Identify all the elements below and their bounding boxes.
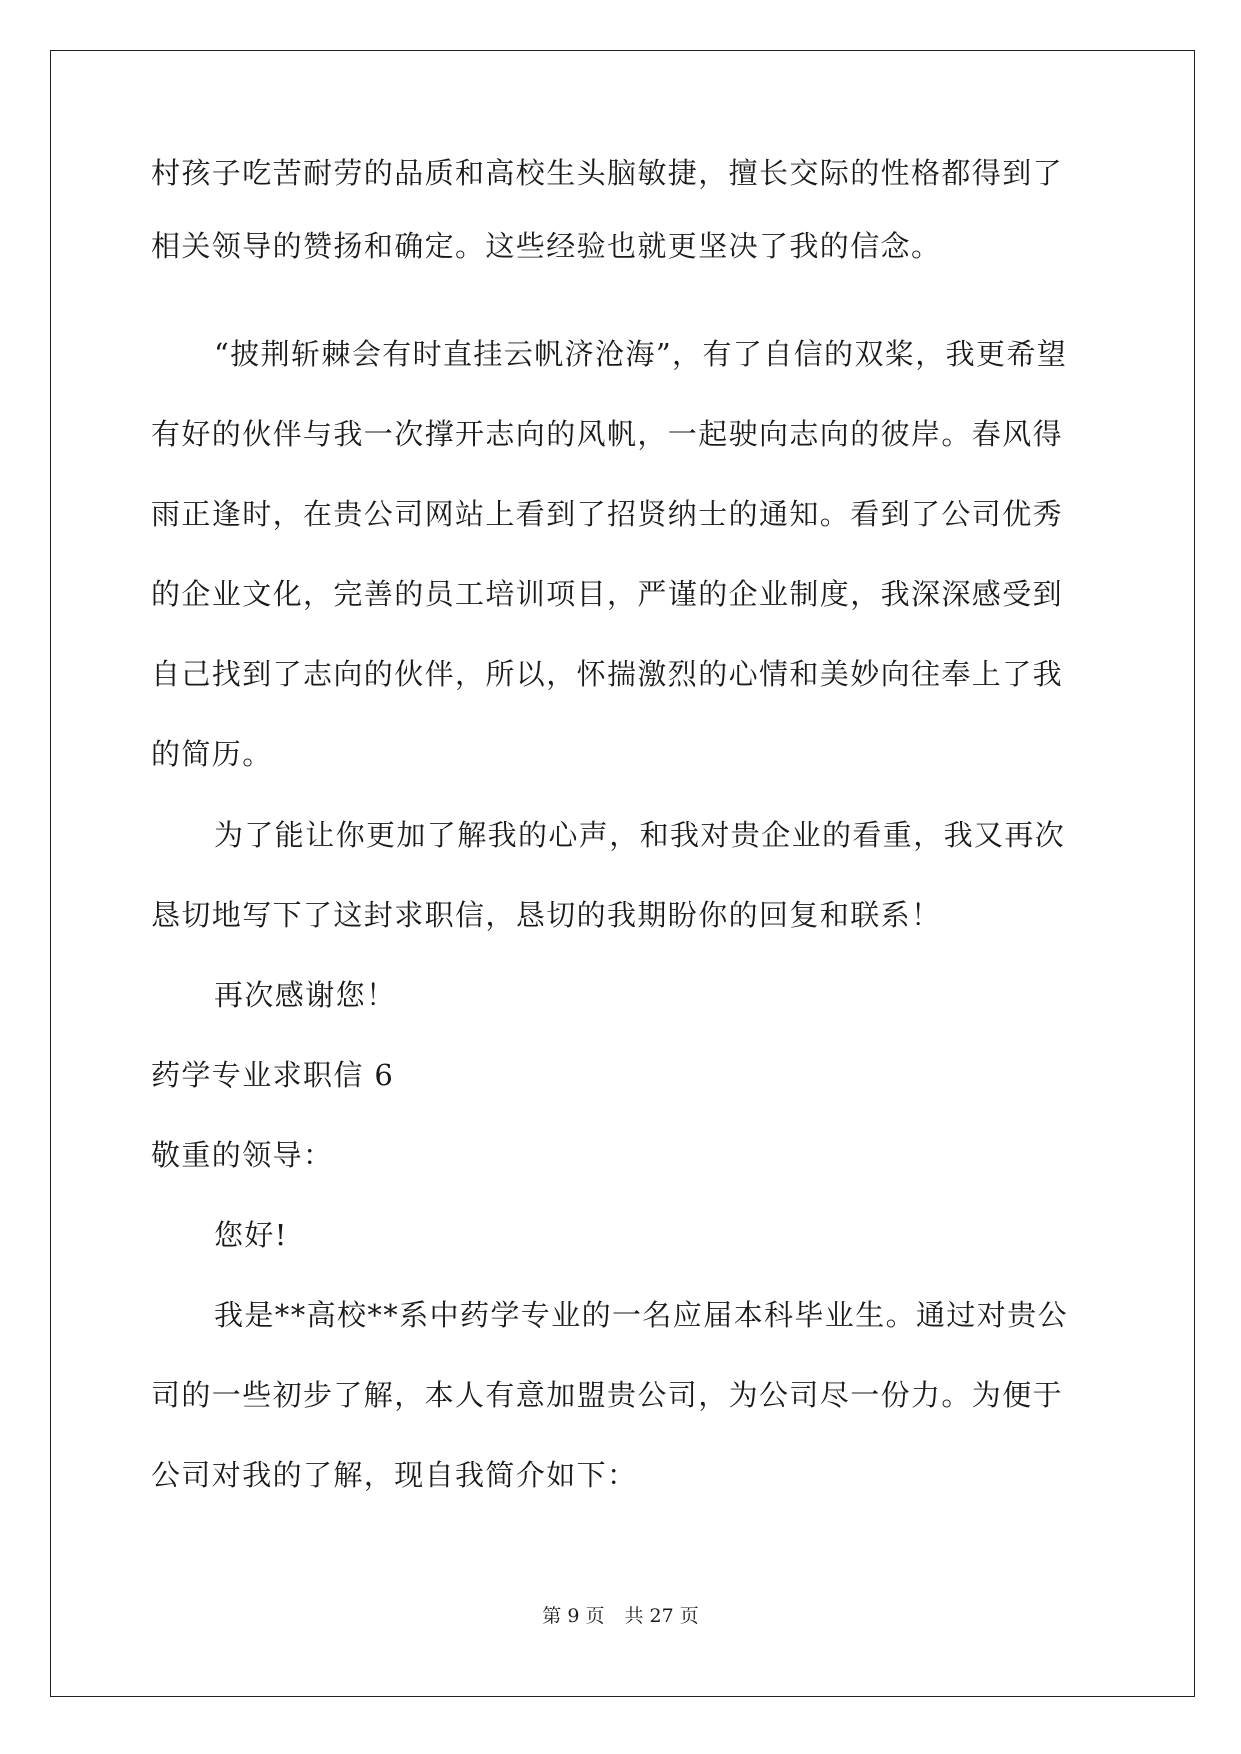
page-footer bbox=[0, 1604, 1241, 1628]
page-total: 共 27 页 bbox=[624, 1605, 699, 1627]
closing-line: 再次感谢您！ bbox=[214, 978, 397, 1012]
body-text-line: 雨正逢时，在贵公司网站上看到了招贤纳士的通知。看到了公司优秀 bbox=[151, 497, 1064, 531]
page-border bbox=[50, 50, 1195, 1697]
body-text-line: 有好的伙伴与我一次撑开志向的风帆，一起驶向志向的彼岸。春风得 bbox=[151, 417, 1064, 451]
body-text-line: 村孩子吃苦耐劳的品质和高校生头脑敏捷，擅长交际的性格都得到了 bbox=[151, 156, 1064, 190]
body-text-line: 恳切地写下了这封求职信，恳切的我期盼你的回复和联系！ bbox=[151, 898, 942, 932]
body-text-line: 的企业文化，完善的员工培训项目，严谨的企业制度，我深深感受到 bbox=[151, 577, 1064, 611]
body-text-line: “披荆斩棘会有时直挂云帆济沧海”，有了自信的双桨，我更希望 bbox=[214, 337, 1068, 371]
body-text-line: 我是**高校**系中药学专业的一名应届本科毕业生。通过对贵公 bbox=[214, 1298, 1069, 1332]
body-text-line: 自己找到了志向的伙伴，所以，怀揣激烈的心情和美妙向往奉上了我 bbox=[151, 657, 1064, 691]
salutation: 敬重的领导： bbox=[151, 1138, 334, 1172]
section-heading: 药学专业求职信 6 bbox=[151, 1058, 395, 1092]
body-text-line: 公司对我的了解，现自我简介如下： bbox=[151, 1458, 638, 1492]
body-text-line: 相关领导的赞扬和确定。这些经验也就更坚决了我的信念。 bbox=[151, 229, 942, 263]
body-text-line: 司的一些初步了解，本人有意加盟贵公司，为公司尽一份力。为便于 bbox=[151, 1378, 1064, 1412]
greeting: 您好! bbox=[214, 1218, 288, 1252]
body-text-line: 为了能让你更加了解我的心声，和我对贵企业的看重，我又再次 bbox=[214, 818, 1066, 852]
body-text-line: 的简历。 bbox=[151, 737, 273, 771]
page-number: 第 9 页 bbox=[542, 1605, 605, 1627]
